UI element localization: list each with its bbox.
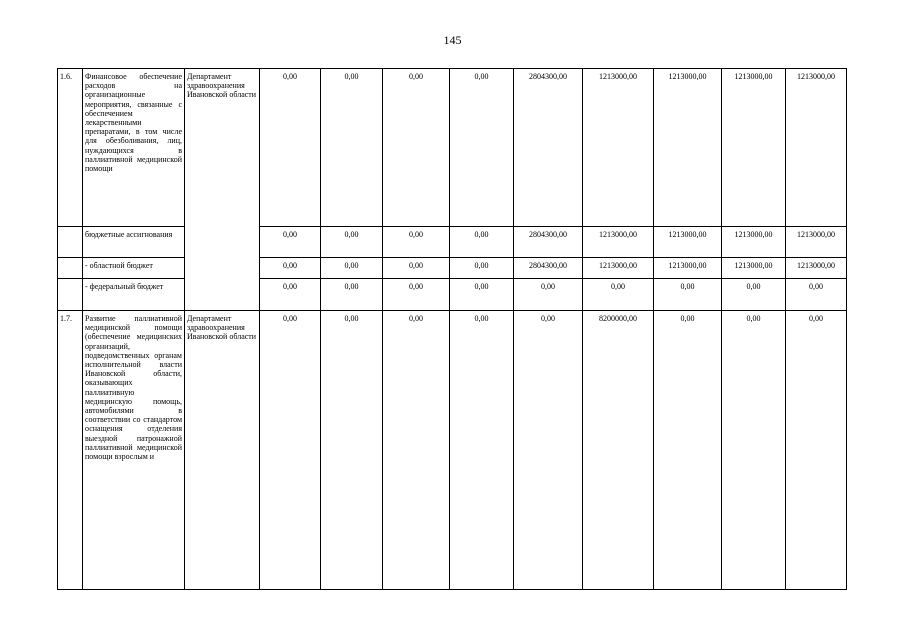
funding-value: 1213000,00 — [583, 227, 654, 258]
funding-value: 0,00 — [786, 311, 847, 590]
table-row — [58, 69, 847, 227]
funding-value: 0,00 — [514, 279, 583, 311]
funding-value: 0,00 — [260, 227, 321, 258]
funding-value: 1213000,00 — [583, 258, 654, 279]
funding-value: 0,00 — [722, 311, 786, 590]
funding-value: 1213000,00 — [786, 227, 847, 258]
page-number: 145 — [443, 33, 462, 47]
responsible-department: Департамент здравоохранения Ивановской области — [185, 69, 260, 311]
funding-value: 0,00 — [321, 311, 383, 590]
row-number: 1.7. — [58, 311, 83, 590]
budget-table — [57, 68, 847, 590]
funding-value: 0,00 — [450, 227, 514, 258]
funding-value: 0,00 — [514, 311, 583, 590]
funding-value: 0,00 — [260, 311, 321, 590]
funding-value: 0,00 — [321, 227, 383, 258]
funding-value: 0,00 — [450, 279, 514, 311]
funding-value: 2804300,00 — [514, 69, 583, 227]
funding-value: 0,00 — [722, 279, 786, 311]
funding-value: 0,00 — [260, 69, 321, 227]
funding-value: 0,00 — [654, 311, 722, 590]
funding-value: 0,00 — [383, 311, 450, 590]
funding-value: 0,00 — [260, 279, 321, 311]
funding-value: 0,00 — [654, 279, 722, 311]
funding-value: 1213000,00 — [722, 258, 786, 279]
row-description: - федеральный бюджет — [83, 279, 185, 311]
funding-value: 8200000,00 — [583, 311, 654, 590]
funding-value: 0,00 — [321, 69, 383, 227]
funding-value: 0,00 — [383, 69, 450, 227]
funding-value: 2804300,00 — [514, 227, 583, 258]
funding-value: 0,00 — [260, 258, 321, 279]
row-number — [58, 227, 83, 258]
table-row — [58, 227, 847, 258]
row-description: Развитие паллиативной медицинской помощи (обеспечение медицинских организаций, подведомственных органам исполнительной власти Ивановской области, оказывающих паллиативную медицинскую помощь, автомобилями в соответствии со стандартом оснащения отделения выездной патронажной паллиативной медицинской помощи взрослым и — [83, 311, 185, 590]
funding-value: 1213000,00 — [583, 69, 654, 227]
funding-value: 0,00 — [383, 279, 450, 311]
funding-value: 0,00 — [450, 69, 514, 227]
funding-value: 0,00 — [321, 279, 383, 311]
funding-value: 1213000,00 — [786, 258, 847, 279]
funding-value: 1213000,00 — [722, 69, 786, 227]
funding-value: 1213000,00 — [722, 227, 786, 258]
responsible-department: Департамент здравоохранения Ивановской области — [185, 311, 260, 590]
funding-value: 1213000,00 — [654, 69, 722, 227]
table-row — [58, 311, 847, 590]
funding-value: 0,00 — [383, 227, 450, 258]
table-row — [58, 258, 847, 279]
funding-value: 0,00 — [583, 279, 654, 311]
funding-value: 0,00 — [450, 258, 514, 279]
row-number — [58, 279, 83, 311]
funding-value: 0,00 — [786, 279, 847, 311]
funding-value: 1213000,00 — [654, 258, 722, 279]
row-description: - областной бюджет — [83, 258, 185, 279]
row-description: бюджетные ассигнования — [83, 227, 185, 258]
funding-value: 0,00 — [321, 258, 383, 279]
table-row — [58, 279, 847, 311]
row-number: 1.6. — [58, 69, 83, 227]
funding-value: 1213000,00 — [654, 227, 722, 258]
row-number — [58, 258, 83, 279]
funding-value: 0,00 — [450, 311, 514, 590]
row-description: Финансовое обеспечение расходов на организационные мероприятия, связанные с обеспечением лекарственными препаратами, в том числе для обезболивания, лиц, нуждающихся в паллиативной медицинской помощи — [83, 69, 185, 227]
funding-value: 1213000,00 — [786, 69, 847, 227]
funding-value: 0,00 — [383, 258, 450, 279]
funding-value: 2804300,00 — [514, 258, 583, 279]
